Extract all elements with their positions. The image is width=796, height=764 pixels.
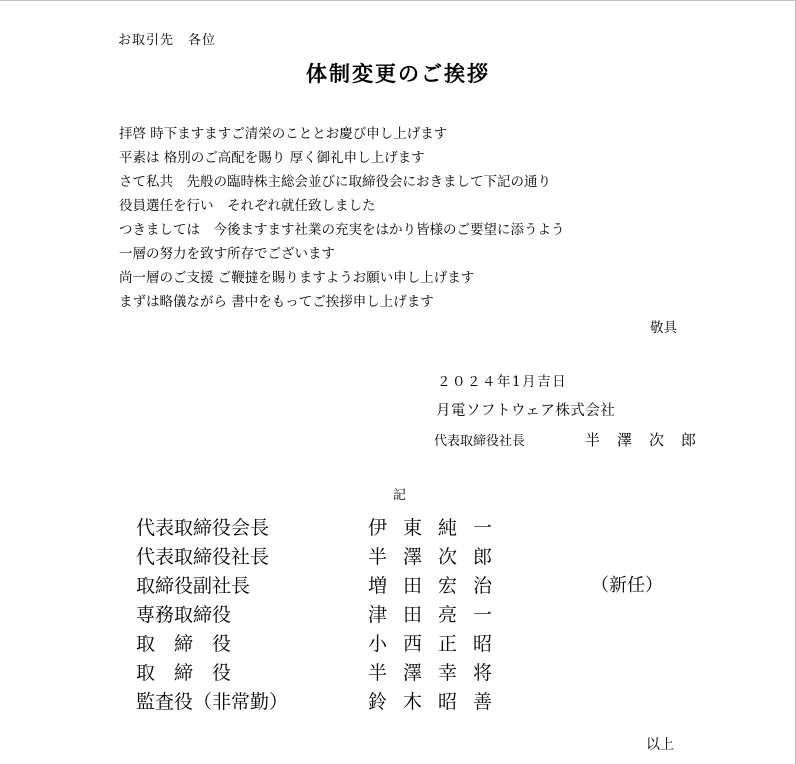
officer-name: 半澤幸将 <box>368 662 509 684</box>
representative-name: 半澤次郎 <box>585 431 714 449</box>
officer-name: 増田宏治 <box>368 575 509 597</box>
officer-row <box>136 571 736 600</box>
officer-role: 専務取締役 <box>136 604 232 626</box>
closing-ijou: 以上 <box>646 737 674 753</box>
recipient: お取引先 各位 <box>118 33 217 48</box>
greeting-line: さて私共 先般の臨時株主総会並びに取締役会におきまして下記の通り <box>119 174 551 190</box>
officer-list <box>136 513 736 716</box>
page-title: 体制変更のご挨拶 <box>306 61 490 86</box>
officer-row <box>136 542 736 571</box>
page-border-top <box>0 0 796 1</box>
greeting-body <box>119 122 565 314</box>
issue-date: ２０２４年1月吉日 <box>437 374 568 390</box>
closing-keigu: 敬具 <box>650 320 677 336</box>
officer-role: 代表取締役会長 <box>136 517 270 539</box>
officer-name: 半澤次郎 <box>368 546 509 568</box>
officer-role: 取 締 役 <box>136 633 232 655</box>
greeting-line: 平素は 格別のご高配を賜り 厚く御礼申し上げます <box>119 150 425 166</box>
company-name: 月電ソフトウェア株式会社 <box>436 403 616 419</box>
greeting-line: 尚一層のご支援 ご鞭撻を賜りますようお願い申し上げます <box>119 270 475 286</box>
officer-row <box>136 687 736 716</box>
officer-name: 伊東純一 <box>368 517 509 539</box>
officer-row <box>136 629 736 658</box>
officer-role: 代表取締役社長 <box>136 546 270 568</box>
officer-name: 小西正昭 <box>368 633 509 655</box>
ki-heading: 記 <box>393 488 407 503</box>
representative-title: 代表取締役社長 <box>434 434 526 449</box>
greeting-line: 役員選任を行い それぞれ就任致しました <box>119 198 376 214</box>
officer-row <box>136 600 736 629</box>
greeting-line: まずは略儀ながら 書中をもってご挨拶申し上げます <box>119 294 434 310</box>
officer-name: 津田亮一 <box>368 604 509 626</box>
officer-row <box>136 513 736 542</box>
greeting-line: 拝啓 時下ますますご清栄のこととお慶び申し上げます <box>119 126 448 142</box>
greeting-line: 一層の努力を致す所存でございます <box>119 246 335 262</box>
officer-row <box>136 658 736 687</box>
greeting-line: つきましては 今後ますます社業の充実をはかり皆様のご要望に添うよう <box>119 222 565 238</box>
officer-role: 監査役（非常勤） <box>136 691 289 713</box>
officer-role: 取 締 役 <box>136 662 232 684</box>
officer-note: （新任） <box>591 575 663 596</box>
officer-role: 取締役副社長 <box>136 575 251 597</box>
officer-name: 鈴木昭善 <box>368 691 509 713</box>
